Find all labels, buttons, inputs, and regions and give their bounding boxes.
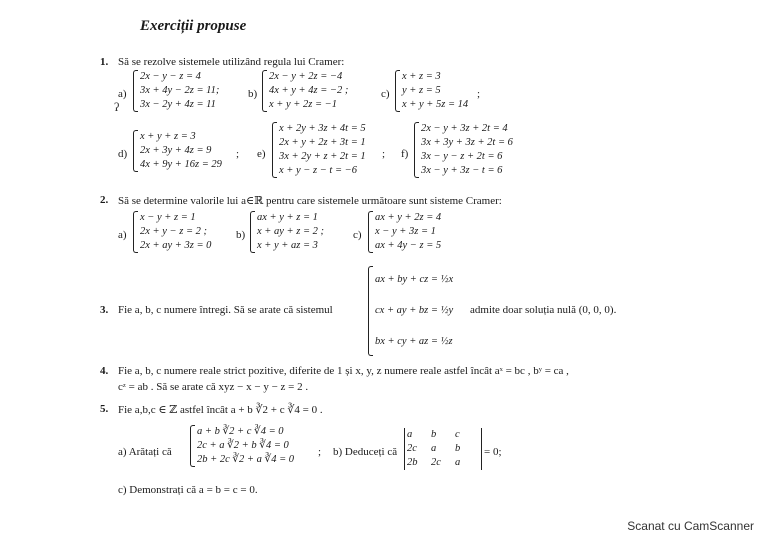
p2-b-system: [250, 211, 324, 253]
det-cell: a: [431, 443, 437, 454]
equation: x + z = 3: [402, 71, 441, 82]
problem-3-number: 3.: [100, 304, 109, 316]
problem-4-number: 4.: [100, 365, 109, 377]
equation: 2x + y + 2z + 3t = 1: [279, 137, 366, 148]
p1-c-tail: ;: [477, 88, 481, 100]
problem-2-number: 2.: [100, 194, 109, 206]
equation: 3x + 3y + 3z + 2t = 6: [421, 137, 513, 148]
equation: x − y + 3z = 1: [375, 226, 436, 237]
p1-f-system: [414, 122, 513, 178]
p2-c-label: c): [353, 229, 362, 241]
p2-a-label: a): [118, 229, 127, 241]
problem-5-text: Fie a,b,c ∈ ℤ astfel încât a + b ∛2 + c ∛4 = 0 .: [118, 404, 323, 416]
p1-c-system: [395, 70, 468, 112]
equation: x − y + z = 1: [140, 212, 196, 223]
problem-1-number: 1.: [100, 56, 109, 68]
equation: 3x − y + 3z − t = 6: [421, 165, 503, 176]
problem-1-text: Să se rezolve sistemele utilizând regula lui Cramer:: [118, 56, 345, 68]
p1-b-system: [262, 70, 348, 112]
equation: 2b + 2c ∛2 + a ∛4 = 0: [197, 454, 295, 465]
p5-a-system: [190, 425, 294, 467]
det-cell: 2c: [407, 443, 417, 454]
p1-d-tail: ;: [236, 148, 240, 160]
equation: 3x + 4y − 2z = 11;: [140, 85, 220, 96]
problem-4-line1: Fie a, b, c numere reale strict pozitive, diferite de 1 și x, y, z numere reale astfel încât aˣ = bc , bʸ = ca ,: [118, 365, 569, 377]
p1-b-label: b): [248, 88, 258, 100]
equation: 3x − 2y + 4z = 11: [140, 99, 216, 110]
equation: ax + y + z = 1: [257, 212, 318, 223]
problem-2-text: Să se determine valorile lui a∈ℝ pentru care sistemele următoare sunt sisteme Cramer:: [118, 195, 502, 207]
p5-a-tail: ;: [318, 446, 322, 458]
equation: ax + y + 2z = 4: [375, 212, 442, 223]
equation: 2x − y + 3z + 2t = 4: [421, 123, 508, 134]
equation: x + y + 5z = 14: [402, 99, 469, 110]
equation: ax + 4y − z = 5: [375, 240, 442, 251]
p1-d-system: [133, 130, 222, 172]
p5-b-tail: = 0;: [484, 446, 502, 458]
p1-a-label: a): [118, 88, 127, 100]
p1-e-tail: ;: [382, 148, 386, 160]
det-cell: 2c: [431, 457, 441, 468]
problem-3-conclusion: admite doar soluția nulă (0, 0, 0).: [470, 304, 617, 316]
problem-4-line2: cᶻ = ab . Să se arate că xyz − x − y − z = 2 .: [118, 381, 309, 393]
equation: x + 2y + 3z + 4t = 5: [279, 123, 366, 134]
det-cell: a: [455, 457, 461, 468]
p1-e-label: e): [257, 148, 266, 160]
equation: x + y + az = 3: [257, 240, 318, 251]
equation: 2x + y − z = 2 ;: [140, 226, 208, 237]
p5-determinant: [404, 428, 482, 470]
det-cell: a: [407, 429, 413, 440]
equation: 2x − y − z = 4: [140, 71, 201, 82]
p1-d-label: d): [118, 148, 128, 160]
equation: 2x + ay + 3z = 0: [140, 240, 212, 251]
equation: 2c + a ∛2 + b ∛4 = 0: [197, 440, 289, 451]
p3-system: [368, 266, 453, 356]
handwritten-mark: ʔ: [114, 100, 120, 114]
equation: bx + cy + az = ½z: [375, 336, 453, 347]
p1-a-system: [133, 70, 219, 112]
problem-3-text: Fie a, b, c numere întregi. Să se arate că sistemul: [118, 304, 333, 316]
equation: x + y + z = 3: [140, 131, 196, 142]
equation: 2x − y + 2z = −4: [269, 71, 343, 82]
det-cell: b: [431, 429, 437, 440]
p5-c-text: c) Demonstrați că a = b = c = 0.: [118, 484, 258, 496]
page-title: Exerciții propuse: [140, 18, 247, 34]
p5-a-label: a) Arătați că: [118, 446, 172, 458]
equation: ax + by + cz = ½x: [375, 274, 454, 285]
p2-b-label: b): [236, 229, 246, 241]
equation: 4x + 9y + 16z = 29: [140, 159, 222, 170]
problem-5-number: 5.: [100, 403, 109, 415]
p2-a-system: [133, 211, 211, 253]
det-cell: 2b: [407, 457, 418, 468]
p1-e-system: [272, 122, 366, 178]
equation: y + z = 5: [402, 85, 441, 96]
equation: x + ay + z = 2 ;: [257, 226, 325, 237]
equation: 4x + y + 4z = −2 ;: [269, 85, 349, 96]
p5-b-label: b) Deduceți că: [333, 446, 398, 458]
det-cell: c: [455, 429, 460, 440]
camscanner-watermark: Scanat cu CamScanner: [627, 519, 754, 533]
equation: 3x − y − z + 2t = 6: [421, 151, 503, 162]
equation: a + b ∛2 + c ∛4 = 0: [197, 426, 284, 437]
equation: x + y + 2z = −1: [269, 99, 337, 110]
equation: cx + ay + bz = ½y: [375, 305, 454, 316]
equation: 2x + 3y + 4z = 9: [140, 145, 212, 156]
equation: 3x + 2y + z + 2t = 1: [279, 151, 366, 162]
p2-c-system: [368, 211, 441, 253]
p1-f-label: f): [401, 148, 409, 160]
equation: x + y − z − t = −6: [279, 165, 358, 176]
det-cell: b: [455, 443, 461, 454]
p1-c-label: c): [381, 88, 390, 100]
